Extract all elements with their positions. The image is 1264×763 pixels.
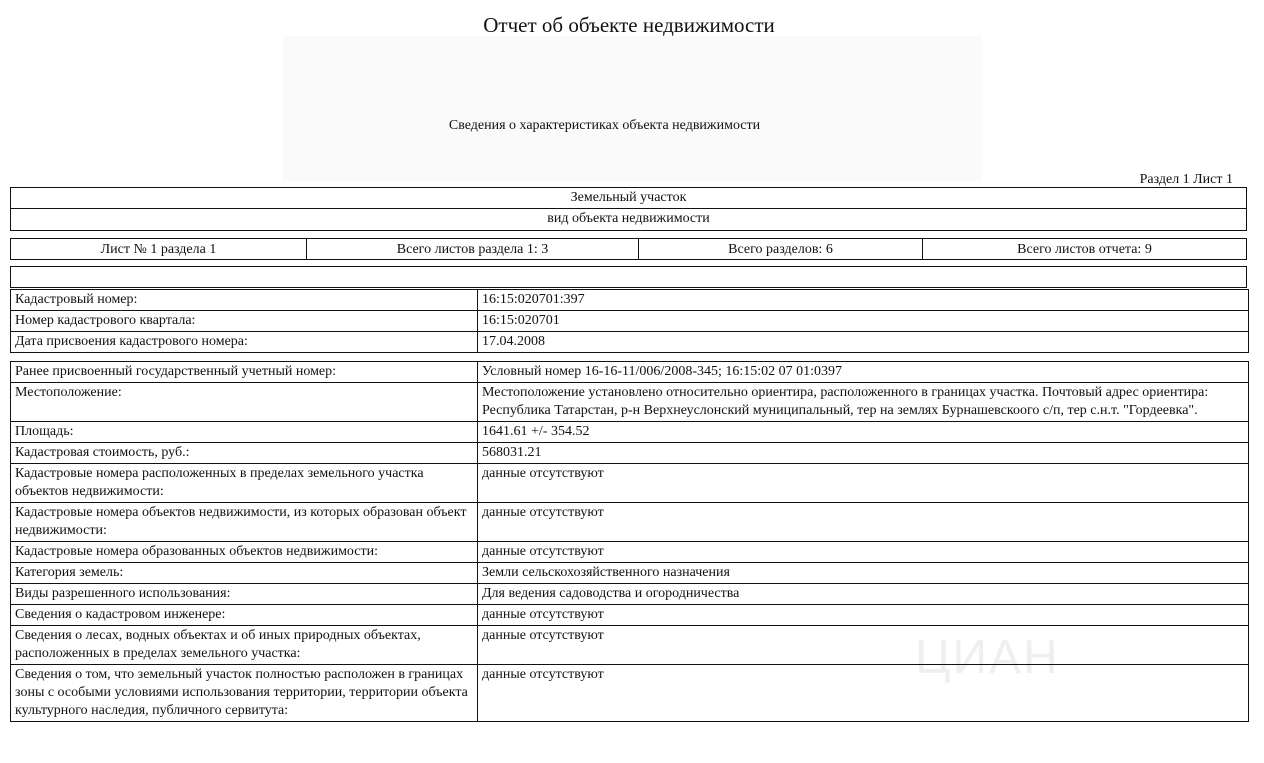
table-row bbox=[11, 332, 1249, 353]
cadastral-table bbox=[10, 289, 1249, 353]
field-label: Сведения о кадастровом инженере: bbox=[11, 605, 478, 626]
table-row bbox=[11, 383, 1249, 422]
field-label: Местоположение: bbox=[11, 383, 478, 422]
table-row bbox=[11, 362, 1249, 383]
table-row bbox=[11, 626, 1249, 665]
table-row bbox=[11, 503, 1249, 542]
table-row bbox=[11, 563, 1249, 584]
field-label: Сведения о том, что земельный участок полностью расположен в границах зоны с особыми условиями использования территории, территории объекта культурного наследия, публичного сервитута: bbox=[11, 665, 478, 722]
page-subtitle: Сведения о характеристиках объекта недвижимости bbox=[448, 118, 761, 133]
field-value: 17.04.2008 bbox=[478, 332, 1249, 353]
object-type-caption: вид объекта недвижимости bbox=[547, 211, 710, 226]
section-sheet-ref: Раздел 1 Лист 1 bbox=[1139, 172, 1233, 187]
report-sheets-total: Всего листов отчета: 9 bbox=[922, 239, 1246, 259]
field-value: данные отсутствуют bbox=[478, 464, 1249, 503]
sheet-info-row bbox=[10, 238, 1247, 260]
characteristics-table bbox=[10, 361, 1249, 722]
table-row bbox=[11, 443, 1249, 464]
field-value: 568031.21 bbox=[478, 443, 1249, 464]
field-label: Виды разрешенного использования: bbox=[11, 584, 478, 605]
field-label: Сведения о лесах, водных объектах и об иных природных объектах, расположенных в пределах земельного участка: bbox=[11, 626, 478, 665]
field-value: Местоположение установлено относительно ориентира, расположенного в границах участка. Почтовый адрес ориентира: Республика Татарстан, р-н Верхнеуслонский муниципальный, тер на землях Бурнашевскоого с/п, тер с.н.т. "Гордеевка". bbox=[478, 383, 1249, 422]
field-value: Земли сельскохозяйственного назначения bbox=[478, 563, 1249, 584]
field-label: Ранее присвоенный государственный учетный номер: bbox=[11, 362, 478, 383]
field-label: Кадастровые номера расположенных в пределах земельного участка объектов недвижимости: bbox=[11, 464, 478, 503]
field-value: Для ведения садоводства и огородничества bbox=[478, 584, 1249, 605]
field-value: 1641.61 +/- 354.52 bbox=[478, 422, 1249, 443]
field-value: 16:15:020701 bbox=[478, 311, 1249, 332]
blank-row bbox=[10, 266, 1247, 288]
table-row bbox=[11, 584, 1249, 605]
field-label: Категория земель: bbox=[11, 563, 478, 584]
field-value: данные отсутствуют bbox=[478, 542, 1249, 563]
field-value: 16:15:020701:397 bbox=[478, 290, 1249, 311]
page-title: Отчет об объекте недвижимости bbox=[483, 13, 775, 37]
field-label: Кадастровые номера объектов недвижимости, из которых образован объект недвижимости: bbox=[11, 503, 478, 542]
field-value: Условный номер 16-16-11/006/2008-345; 16:15:02 07 01:0397 bbox=[478, 362, 1249, 383]
sheets-in-section: Всего листов раздела 1: 3 bbox=[306, 239, 638, 259]
field-label: Кадастровый номер: bbox=[11, 290, 478, 311]
object-type: Земельный участок bbox=[11, 188, 1246, 209]
field-label: Площадь: bbox=[11, 422, 478, 443]
field-label: Номер кадастрового квартала: bbox=[11, 311, 478, 332]
field-value: данные отсутствуют bbox=[478, 503, 1249, 542]
table-row bbox=[11, 605, 1249, 626]
field-label: Кадастровые номера образованных объектов недвижимости: bbox=[11, 542, 478, 563]
table-row bbox=[11, 422, 1249, 443]
scan-shade bbox=[283, 36, 982, 181]
table-row bbox=[11, 542, 1249, 563]
watermark-logo: ЦИАН bbox=[915, 631, 1060, 684]
sections-total: Всего разделов: 6 bbox=[638, 239, 922, 259]
field-value: данные отсутствуют bbox=[478, 626, 1249, 665]
table-row bbox=[11, 665, 1249, 722]
sheet-number: Лист № 1 раздела 1 bbox=[100, 242, 217, 257]
table-row bbox=[11, 311, 1249, 332]
field-label: Дата присвоения кадастрового номера: bbox=[11, 332, 478, 353]
object-type-header bbox=[10, 187, 1247, 231]
field-label: Кадастровая стоимость, руб.: bbox=[11, 443, 478, 464]
field-value: данные отсутствуют bbox=[478, 605, 1249, 626]
field-value: данные отсутствуют bbox=[478, 665, 1249, 722]
table-row bbox=[11, 464, 1249, 503]
table-row bbox=[11, 290, 1249, 311]
